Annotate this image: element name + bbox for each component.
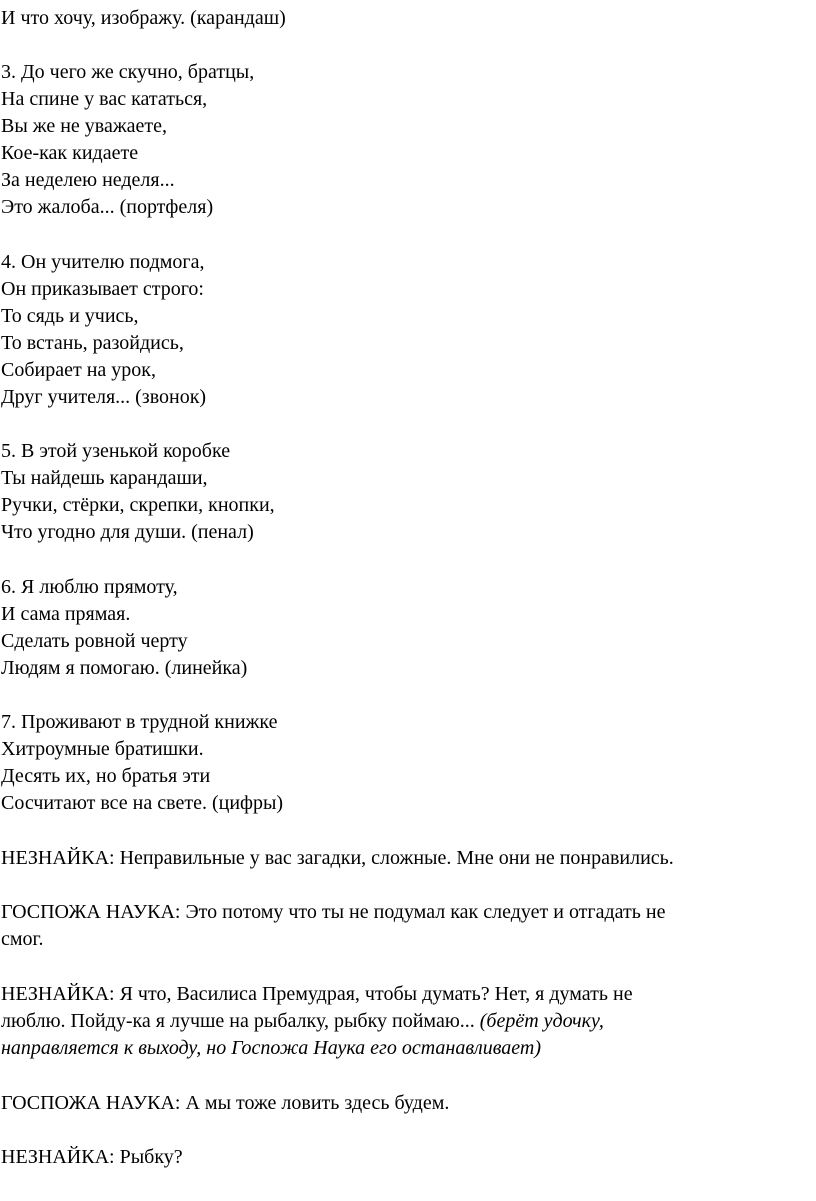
dialogue-neznayka-2-line-1: НЕЗНАЙКА: Я что, Василиса Премудрая, чтобы думать? Нет, я думать не — [1, 983, 633, 1005]
riddle-4-line-4: То встань, разойдись, — [1, 332, 184, 354]
riddle-3-line-1: 3. До чего же скучно, братцы, — [1, 61, 255, 83]
dialogue-neznayka-1: НЕЗНАЙКА: Неправильные у вас загадки, сложные. Мне они не понравились. — [1, 847, 674, 869]
stage-direction-part-1: (берёт удочку, — [479, 1010, 604, 1032]
dialogue-neznayka-3: НЕЗНАЙКА: Рыбку? — [1, 1146, 183, 1168]
riddle-4-line-5: Собирает на урок, — [1, 359, 157, 381]
riddle-3-line-5: За неделею неделя... — [1, 169, 175, 191]
riddle-7-line-4: Сосчитают все на свете. (цифры) — [1, 792, 284, 814]
riddle-4-line-2: Он приказывает строго: — [1, 278, 204, 300]
riddle-3-line-3: Вы же не уважаете, — [1, 115, 168, 137]
riddle-6-line-1: 6. Я люблю прямоту, — [1, 576, 178, 598]
dialogue-nauka-2: ГОСПОЖА НАУКА: А мы тоже ловить здесь будем. — [1, 1092, 450, 1114]
riddle-3-line-4: Кое-как кидаете — [1, 142, 139, 164]
dialogue-neznayka-2-text: люблю. Пойду-ка я лучше на рыбалку, рыбку поймаю... — [1, 1010, 475, 1032]
riddle-5-line-4: Что угодно для души. (пенал) — [1, 521, 254, 543]
stage-direction-part-2: направляется к выходу, но Госпожа Наука его останавливает) — [1, 1037, 542, 1059]
riddle-7-line-2: Хитроумные братишки. — [1, 738, 204, 760]
riddle-5-line-1: 5. В этой узенькой коробке — [1, 440, 231, 462]
riddle-6-line-2: И сама прямая. — [1, 603, 131, 625]
riddle-6-line-4: Людям я помогаю. (линейка) — [1, 657, 248, 679]
riddle-5-line-2: Ты найдешь карандаши, — [1, 467, 208, 489]
riddle-3-line-2: На спине у вас кататься, — [1, 88, 208, 110]
riddle-4-line-6: Друг учителя... (звонок) — [1, 386, 207, 408]
riddle-4-line-3: То сядь и учись, — [1, 305, 139, 327]
riddle-7-line-1: 7. Проживают в трудной книжке — [1, 711, 278, 733]
intro-line: И что хочу, изображу. (карандаш) — [1, 7, 286, 29]
dialogue-nauka-1-line-1: ГОСПОЖА НАУКА: Это потому что ты не подумал как следует и отгадать не — [1, 901, 666, 923]
riddle-4-line-1: 4. Он учителю подмога, — [1, 251, 205, 273]
riddle-3-line-6: Это жалоба... (портфеля) — [1, 196, 214, 218]
riddle-5-line-3: Ручки, стёрки, скрепки, кнопки, — [1, 494, 275, 516]
dialogue-neznayka-2-line-2 — [1, 1009, 604, 1033]
riddle-6-line-3: Сделать ровной черту — [1, 630, 188, 652]
dialogue-nauka-1-line-2: смог. — [1, 928, 44, 950]
riddle-7-line-3: Десять их, но братья эти — [1, 765, 211, 787]
